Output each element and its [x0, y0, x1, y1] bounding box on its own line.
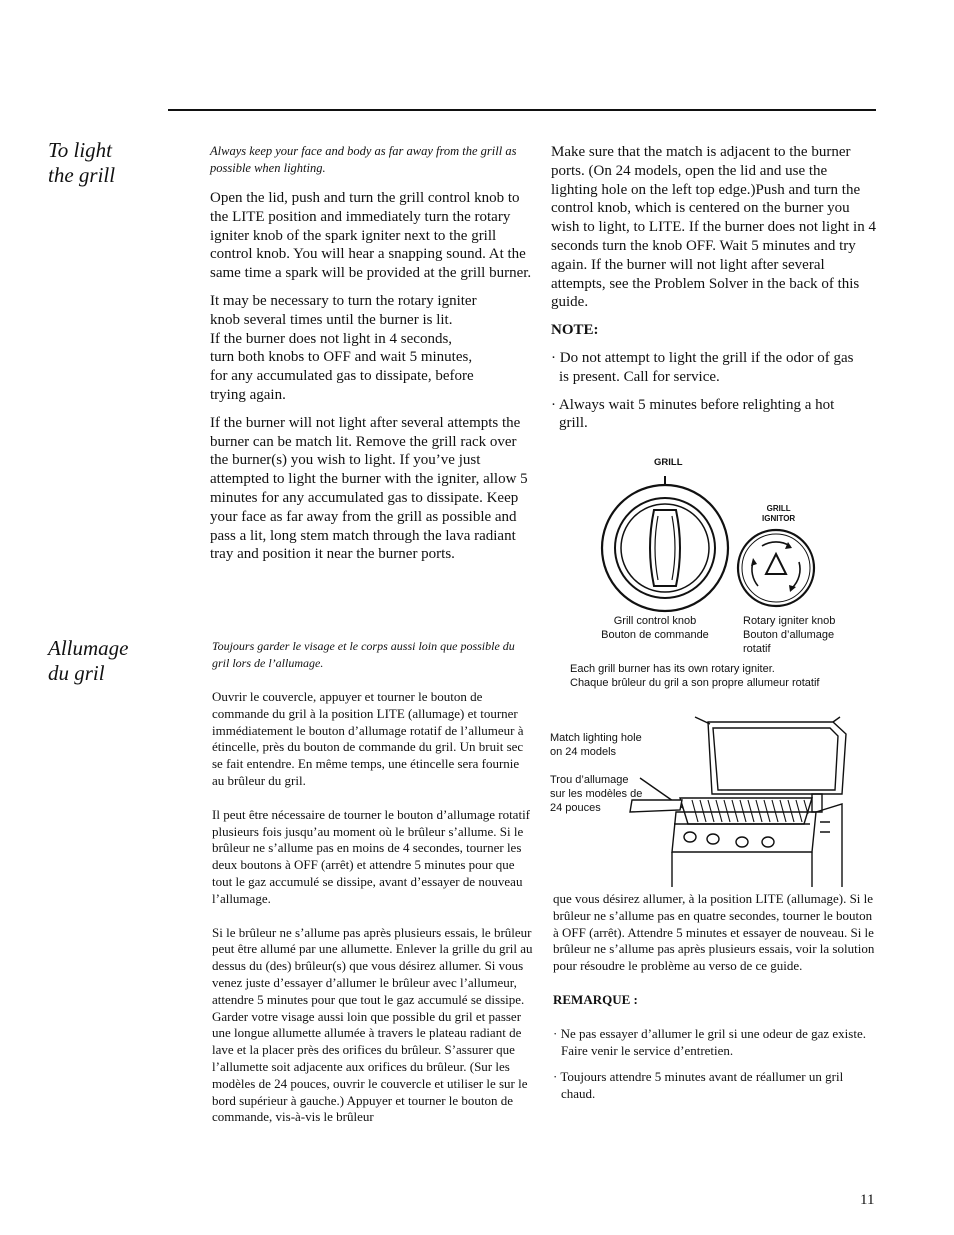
knob-illustration	[550, 450, 880, 630]
note-label: REMARQUE :	[553, 991, 638, 1007]
ignitor-label-line: GRILL	[766, 504, 791, 513]
ignitor-label-line: IGNITOR	[762, 514, 796, 523]
caption-line: Each grill burner has its own rotary igniter.	[570, 663, 775, 675]
label-line: Match lighting hole	[550, 732, 642, 744]
safety-warning: Always keep your face and body as far away from the grill as possible when lighting.	[210, 144, 517, 175]
heading-allumage-du-gril	[48, 636, 128, 686]
paragraph: que vous désirez allumer, à la position LITE (allumage). Si le brûleur ne s’allume pas en quatre secondes, tourner le bouton à OFF (arrêt). Attendre 5 minutes et essayer de nouveau. Si le brûleur ne s’allume pas après plusieurs essais, voir la solution pour résoudre le problème au verso de ce guide.	[553, 891, 875, 974]
figure-caption	[570, 662, 870, 690]
ignitor-label	[762, 504, 795, 524]
heading-to-light-the-grill	[48, 138, 115, 188]
paragraph: Make sure that the match is adjacent to the burner ports. (On 24 models, open the lid and use the lighting hole on the left top edge.)Push and turn the control knob, which is centered on the burner you wish to light, to LITE. If the burner does not light in 4 seconds turn the knob OFF. Wait 5 minutes and try again. If the burner will not light after several attempts, see the Problem Solver in the back of this guide.	[551, 144, 876, 311]
label-line: on 24 models	[550, 746, 617, 758]
grill-figure	[550, 712, 850, 887]
paragraph: It may be necessary to turn the rotary igniter knob several times until the burner is lit. If the burner does not light in 4 seconds, turn both knobs to OFF and wait 5 minutes, for any accumulated gas to dissipate, before trying again.	[210, 292, 477, 403]
grill-icon	[630, 717, 846, 887]
english-column-left	[210, 143, 536, 564]
grill-control-knob-icon	[602, 476, 728, 611]
french-column-left	[212, 638, 534, 1126]
label-line: 24 pouces	[550, 802, 601, 814]
heading-line: To light	[48, 138, 113, 162]
note-item: · Do not attempt to light the grill if the odor of gas is present. Call for service.	[551, 349, 854, 385]
igniter-caption	[743, 614, 873, 656]
heading-line: Allumage	[48, 636, 129, 660]
note-item: · Ne pas essayer d’allumer le gril si une odeur de gaz existe. Faire venir le service d’entretien.	[553, 1025, 866, 1058]
caption-line: Chaque brûleur du gril a son propre allumeur rotatif	[570, 677, 820, 689]
note-label: NOTE:	[551, 322, 599, 339]
caption-line: Rotary igniter knob	[743, 615, 836, 627]
heading-line: the grill	[48, 163, 116, 187]
caption-line: Bouton de commande	[601, 629, 709, 641]
label-line: Trou d’allumage	[550, 774, 629, 786]
note-item: · Always wait 5 minutes before relighting a hot grill.	[551, 396, 835, 432]
top-rule	[168, 109, 876, 111]
page-number: 11	[860, 1192, 875, 1208]
grill-illustration	[550, 712, 850, 887]
paragraph: Si le brûleur ne s’allume pas après plusieurs essais, le brûleur peut être allumé par une allumette. Enlever la grille du gril au dessus du (des) brûleur(s) que vous désirez allumer. Si vous venez juste d’essayer d’allumer le brûleur avec l’allumeur, attendre 5 minutes pour que tout le gaz accumulé se dissipe. Garder votre visage aussi loin que possible du gril et passer une longue allumette allumée à travers le plateau radiant de lave et la placer près des orifices du brûleur. S’assurer que l’allumette soit adjacente aux orifices du brûleur. (Sur les modèles de 24 pouces, ouvrir le couvercle et utiliser le sur le bord supérieur à gauche.) Appuyer et tourner le bouton de commande, vis-à-vis le brûleur	[212, 924, 533, 1125]
paragraph: Open the lid, push and turn the grill control knob to the LITE position and immediately turn the rotary igniter knob of the spark igniter next to the grill control knob. You will hear a snapping sound. At the same time a spark will be provided at the grill burner.	[210, 190, 532, 282]
caption-line: Grill control knob	[613, 615, 697, 627]
knob-label: GRILL	[654, 457, 683, 468]
paragraph: Il peut être nécessaire de tourner le bouton d’allumage rotatif plusieurs fois jusqu’au moment où le brûleur s’allume. Si le brûleur ne s’allume pas en moins de 4 secondes, tourner les deux boutons à OFF (arrêt) et attendre 5 minutes pour que tout le gaz accumulé se dissipe, avant d’essayer de nouveau l’allumage.	[212, 806, 531, 906]
heading-line: du gril	[48, 661, 105, 685]
label-line: sur les modèles de	[550, 788, 643, 800]
knob-caption	[600, 614, 710, 642]
rotary-igniter-knob-icon	[738, 530, 814, 606]
paragraph: Ouvrir le couvercle, appuyer et tourner le bouton de commande du gril à la position LITE (allumage) et tourner immédiatement le bouton d’allumage rotatif de l’allumeur à étincelle, près du bouton de commande du gril. Un bruit sec se fait entendre. En même temps, une étincelle sera fournie au brûleur du gril.	[212, 689, 524, 788]
knob-figure	[550, 450, 880, 700]
english-column-right	[551, 143, 877, 433]
french-column-right	[553, 891, 875, 1103]
caption-line: Bouton d’allumage	[743, 629, 835, 641]
caption-line: rotatif	[743, 643, 771, 655]
safety-warning: Toujours garder le visage et le corps aussi loin que possible du gril lors de l’allumage.	[212, 639, 515, 670]
note-item: · Toujours attendre 5 minutes avant de réallumer un gril chaud.	[553, 1069, 844, 1102]
paragraph: If the burner will not light after several attempts the burner can be match lit. Remove the grill rack over the burner(s) you wish to light. If you’ve just attempted to light the burner with the igniter, allow 5 minutes for any accumulated gas to dissipate. Keep your face as far away from the grill as possible and pass a lit, long stem match through the lava radiant tray and position it near the burner ports.	[210, 414, 528, 563]
